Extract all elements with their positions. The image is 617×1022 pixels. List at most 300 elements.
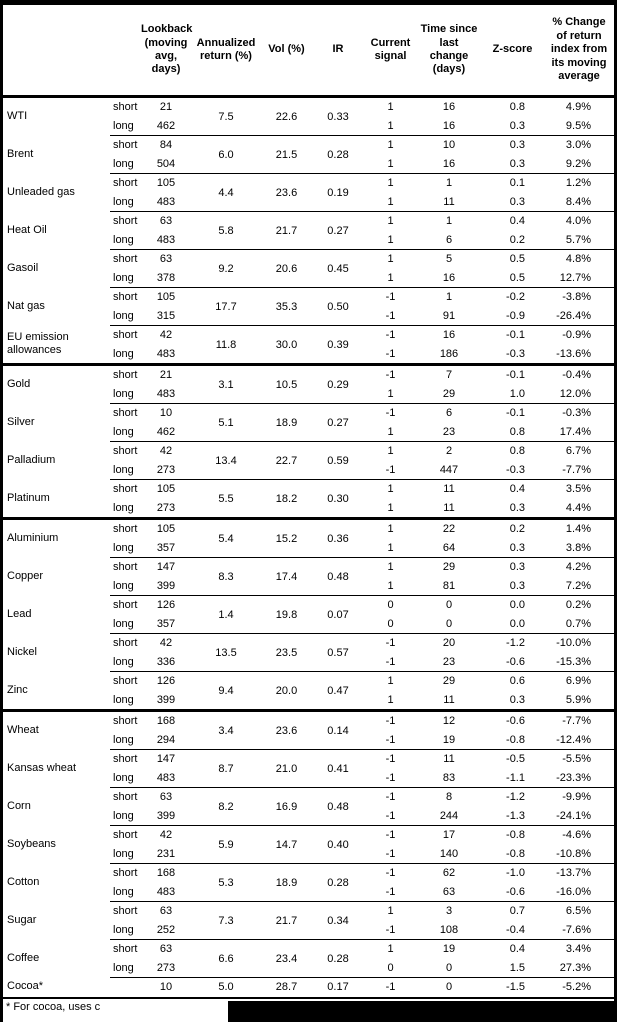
annualized-return-cell-value: 5.3 xyxy=(218,876,234,889)
lookback-cell xyxy=(140,712,192,749)
commodity-row-zinc xyxy=(3,671,614,709)
commodity-name: Zinc xyxy=(7,683,28,696)
horizon-cell-value: short xyxy=(113,407,138,419)
header-vol: Vol (%) xyxy=(268,43,305,56)
signal-cell-value: 1 xyxy=(387,579,394,592)
vol-cell-value: 21.0 xyxy=(275,762,298,775)
horizon-cell-value: long xyxy=(113,387,134,400)
z-score-cell xyxy=(480,404,545,441)
signal-cell-value: 1 xyxy=(387,253,394,265)
time-since-cell-value: 11 xyxy=(443,501,455,514)
commodity-data xyxy=(110,863,614,901)
vol-cell xyxy=(260,174,313,211)
horizon-cell-value: long xyxy=(113,425,134,438)
redaction-bar xyxy=(228,1001,614,1022)
commodity-row-eu-emission-allowances xyxy=(3,325,614,363)
time-since-cell-value: 7 xyxy=(445,369,453,381)
horizon-cell-value: long xyxy=(113,847,134,860)
signal-cell-value: 1 xyxy=(387,387,394,400)
pct-change-cell-value: -5.5% xyxy=(562,753,591,765)
ir-cell-value: 0.41 xyxy=(327,762,349,775)
pct-change-cell-value: 4.4% xyxy=(565,501,591,514)
pct-change-cell-value: -5.2% xyxy=(562,981,591,993)
signal-cell-value: 1 xyxy=(387,483,394,495)
commodity-data xyxy=(110,366,614,403)
z-score-cell-value: 0.5 xyxy=(509,271,525,284)
signal-cell xyxy=(363,596,418,633)
annualized-return-cell-value: 6.6 xyxy=(218,952,234,965)
vol-cell xyxy=(260,978,313,997)
time-since-cell-value: 16 xyxy=(442,271,456,284)
annualized-return-cell-value: 5.4 xyxy=(218,532,234,545)
ir-cell xyxy=(313,288,363,325)
ir-cell xyxy=(313,826,363,863)
ir-cell xyxy=(313,520,363,557)
lookback-cell xyxy=(140,672,192,709)
commodity-name: Silver xyxy=(7,415,35,428)
signal-cell-value: -1 xyxy=(385,369,396,381)
z-score-cell xyxy=(480,788,545,825)
signal-cell-value: 1 xyxy=(387,233,394,246)
annualized-return-cell-value: 1.4 xyxy=(218,608,234,621)
time-since-cell-value: 8 xyxy=(445,791,453,803)
vol-cell xyxy=(260,288,313,325)
lookback-cell-value: 63 xyxy=(159,253,173,265)
commodity-row-coffee xyxy=(3,939,614,977)
vol-cell-value: 18.2 xyxy=(275,492,298,505)
annualized-return-cell-value: 8.3 xyxy=(218,570,234,583)
commodity-data xyxy=(110,441,614,479)
pct-change-cell-value: 4.2% xyxy=(565,561,591,573)
signal-cell-value: -1 xyxy=(385,463,396,476)
time-since-cell-value: 16 xyxy=(442,157,456,170)
time-since-cell-value: 91 xyxy=(442,309,456,322)
commodity-data xyxy=(110,749,614,787)
z-score-cell-value: -0.4 xyxy=(506,923,525,936)
time-since-cell-value: 108 xyxy=(439,923,459,936)
horizon-cell-value: long xyxy=(113,309,134,322)
z-score-cell-value: 0.4 xyxy=(509,943,525,955)
horizon-cell-value: short xyxy=(113,561,138,573)
vol-cell xyxy=(260,250,313,287)
ir-cell-value: 0.47 xyxy=(327,684,349,697)
pct-change-cell xyxy=(545,596,613,633)
lookback-cell xyxy=(140,136,192,173)
vol-cell-value: 28.7 xyxy=(275,981,298,994)
footnote-text: * For cocoa, uses c xyxy=(6,1000,101,1013)
horizon-cell xyxy=(110,826,140,863)
lookback-cell-value: 273 xyxy=(156,463,176,476)
time-since-cell-value: 140 xyxy=(439,847,459,860)
z-score-cell-value: 0.3 xyxy=(509,693,525,706)
time-since-cell-value: 16 xyxy=(442,101,456,113)
lookback-cell-value: 21 xyxy=(159,369,173,381)
commodity-name: Sugar xyxy=(7,913,37,926)
time-since-cell-value: 12 xyxy=(442,715,456,727)
pct-change-cell xyxy=(545,98,613,135)
commodity-row-heat-oil xyxy=(3,211,614,249)
vol-cell xyxy=(260,826,313,863)
ir-cell xyxy=(313,750,363,787)
signal-cell-value: 1 xyxy=(387,943,394,955)
signal-cell xyxy=(363,442,418,479)
lookback-cell-value: 63 xyxy=(159,215,173,227)
horizon-cell-value: short xyxy=(113,291,138,303)
pct-change-cell-value: -4.6% xyxy=(562,829,591,841)
commodity-row-lead xyxy=(3,595,614,633)
time-since-cell-value: 0 xyxy=(445,617,453,630)
z-score-cell-value: 0.0 xyxy=(509,599,525,611)
ir-cell xyxy=(313,634,363,671)
commodity-name: Nickel xyxy=(7,645,37,658)
horizon-cell-value: long xyxy=(113,961,134,974)
lookback-cell-value: 105 xyxy=(156,483,176,495)
time-since-cell xyxy=(418,672,480,709)
annualized-return-cell xyxy=(192,672,260,709)
lookback-cell-value: 168 xyxy=(156,867,176,879)
commodity-name: Palladium xyxy=(7,453,56,466)
annualized-return-cell-value: 5.8 xyxy=(218,224,234,237)
time-since-cell-value: 17 xyxy=(442,829,456,841)
pct-change-cell xyxy=(545,442,613,479)
lookback-cell-value: 126 xyxy=(156,599,176,611)
commodity-name: Gasoil xyxy=(7,261,39,274)
ir-cell xyxy=(313,902,363,939)
commodity-row-soybeans xyxy=(3,825,614,863)
commodity-data xyxy=(110,249,614,287)
lookback-cell-value: 357 xyxy=(156,617,176,630)
time-since-cell-value: 244 xyxy=(439,809,459,822)
z-score-cell-value: 0.6 xyxy=(509,675,525,687)
ir-cell-value: 0.27 xyxy=(327,416,349,429)
time-since-cell-value: 5 xyxy=(445,253,453,265)
horizon-cell xyxy=(110,326,140,363)
signal-cell-value: -1 xyxy=(385,637,396,649)
time-since-cell-value: 6 xyxy=(445,407,453,419)
signal-cell-value: 1 xyxy=(387,905,394,917)
commodity-data xyxy=(110,633,614,671)
z-score-cell-value: -0.6 xyxy=(506,885,525,898)
horizon-cell xyxy=(110,940,140,977)
time-since-cell-value: 29 xyxy=(442,675,456,687)
commodity-row-aluminium xyxy=(3,520,614,557)
time-since-cell-value: 23 xyxy=(442,655,456,668)
signal-cell xyxy=(363,404,418,441)
z-score-cell xyxy=(480,940,545,977)
commodity-row-gasoil xyxy=(3,249,614,287)
z-score-cell-value: -1.2 xyxy=(506,637,525,649)
commodity-row-cocoa xyxy=(3,977,614,997)
commodity-row-corn xyxy=(3,787,614,825)
time-since-cell-value: 19 xyxy=(442,943,456,955)
pct-change-cell xyxy=(545,326,613,363)
commodity-data xyxy=(110,173,614,211)
horizon-cell-value: long xyxy=(113,233,134,246)
annualized-return-cell-value: 9.4 xyxy=(218,684,234,697)
pct-change-cell xyxy=(545,366,613,403)
commodity-row-cotton xyxy=(3,863,614,901)
annualized-return-cell-value: 7.3 xyxy=(218,914,234,927)
lookback-cell-value: 462 xyxy=(156,425,176,438)
signal-cell-value: -1 xyxy=(385,329,396,341)
lookback-cell-value: 273 xyxy=(156,961,176,974)
commodity-name: Nat gas xyxy=(7,299,45,312)
signal-cell-value: 1 xyxy=(387,675,394,687)
z-score-cell-value: 0.3 xyxy=(509,157,525,170)
commodity-row-wti xyxy=(3,98,614,135)
pct-change-cell xyxy=(545,212,613,249)
time-since-cell-value: 81 xyxy=(442,579,456,592)
annualized-return-cell xyxy=(192,634,260,671)
horizon-cell xyxy=(110,98,140,135)
ir-cell xyxy=(313,136,363,173)
horizon-cell-value: long xyxy=(113,463,134,476)
ir-cell xyxy=(313,98,363,135)
signal-cell xyxy=(363,788,418,825)
signal-cell-value: -1 xyxy=(385,885,396,898)
pct-change-cell xyxy=(545,712,613,749)
annualized-return-cell xyxy=(192,442,260,479)
horizon-cell-value: short xyxy=(113,329,138,341)
signal-cell-value: 0 xyxy=(387,961,394,974)
lookback-cell-value: 168 xyxy=(156,715,176,727)
pct-change-cell xyxy=(545,520,613,557)
pct-change-cell-value: -13.6% xyxy=(556,347,591,360)
z-score-cell-value: -0.8 xyxy=(506,829,525,841)
pct-change-cell xyxy=(545,864,613,901)
time-since-cell xyxy=(418,136,480,173)
vol-cell-value: 30.0 xyxy=(275,338,298,351)
horizon-cell-value: short xyxy=(113,253,138,265)
horizon-cell-value: short xyxy=(113,637,138,649)
vol-cell xyxy=(260,596,313,633)
horizon-cell xyxy=(110,404,140,441)
ir-cell-value: 0.57 xyxy=(327,646,349,659)
lookback-cell xyxy=(140,366,192,403)
lookback-cell xyxy=(140,520,192,557)
lookback-cell-value: 63 xyxy=(159,791,173,803)
ir-cell-value: 0.50 xyxy=(327,300,349,313)
z-score-cell xyxy=(480,902,545,939)
commodity-name: Wheat xyxy=(7,724,39,737)
commodity-row-nat-gas xyxy=(3,287,614,325)
lookback-cell xyxy=(140,940,192,977)
ir-cell xyxy=(313,864,363,901)
commodity-data xyxy=(110,671,614,709)
signal-cell-value: -1 xyxy=(385,715,396,727)
horizon-cell xyxy=(110,250,140,287)
pct-change-cell xyxy=(545,558,613,595)
lookback-cell-value: 147 xyxy=(156,753,176,765)
time-since-cell xyxy=(418,520,480,557)
commodity-name: Soybeans xyxy=(7,837,56,850)
pct-change-cell-value: -3.8% xyxy=(562,291,591,303)
horizon-cell xyxy=(110,750,140,787)
z-score-cell-value: -1.5 xyxy=(506,981,525,993)
time-since-cell-value: 20 xyxy=(442,637,456,649)
horizon-cell-value: short xyxy=(113,101,138,113)
horizon-cell xyxy=(110,366,140,403)
signal-cell xyxy=(363,750,418,787)
commodity-name: Heat Oil xyxy=(7,223,47,236)
annualized-return-cell-value: 13.5 xyxy=(215,646,237,659)
time-since-cell xyxy=(418,250,480,287)
ir-cell-value: 0.33 xyxy=(327,110,349,123)
z-score-cell-value: -1.0 xyxy=(506,867,525,879)
z-score-cell-value: -0.5 xyxy=(506,753,525,765)
annualized-return-cell xyxy=(192,520,260,557)
vol-cell xyxy=(260,520,313,557)
ir-cell xyxy=(313,788,363,825)
z-score-cell xyxy=(480,366,545,403)
signal-cell-value: -1 xyxy=(385,867,396,879)
time-since-cell-value: 11 xyxy=(443,483,455,495)
annualized-return-cell-value: 7.5 xyxy=(218,110,234,123)
commodity-name: Brent xyxy=(7,147,34,160)
ir-cell xyxy=(313,596,363,633)
ir-cell xyxy=(313,712,363,749)
horizon-cell xyxy=(110,442,140,479)
vol-cell-value: 17.4 xyxy=(275,570,298,583)
commodity-row-gold xyxy=(3,366,614,403)
lookback-cell xyxy=(140,404,192,441)
signal-cell-value: -1 xyxy=(385,407,396,419)
horizon-cell xyxy=(110,596,140,633)
signal-cell-value: 1 xyxy=(387,693,394,706)
commodity-name: Coffee xyxy=(7,951,40,964)
commodity-row-platinum xyxy=(3,479,614,517)
table-body xyxy=(3,98,614,997)
commodity-data xyxy=(110,479,614,517)
commodity-data xyxy=(110,520,614,557)
lookback-cell xyxy=(140,174,192,211)
annualized-return-cell xyxy=(192,136,260,173)
header-annualized-return: Annualized return (%) xyxy=(196,36,256,62)
vol-cell-value: 23.4 xyxy=(275,952,298,965)
z-score-cell xyxy=(480,520,545,557)
header-lookback: Lookback (moving avg, days) xyxy=(141,23,193,76)
lookback-cell-value: 336 xyxy=(156,655,176,668)
horizon-cell-value: long xyxy=(113,347,134,360)
vol-cell-value: 23.6 xyxy=(275,186,298,199)
z-score-cell xyxy=(480,326,545,363)
signal-cell-value: 0 xyxy=(387,599,394,611)
ir-cell xyxy=(313,174,363,211)
commodity-group-agriculture xyxy=(3,709,614,997)
time-since-cell-value: 16 xyxy=(442,329,456,341)
horizon-cell-value: short xyxy=(113,177,138,189)
vol-cell xyxy=(260,712,313,749)
pct-change-cell xyxy=(545,902,613,939)
ir-cell-value: 0.48 xyxy=(327,570,349,583)
commodity-data xyxy=(110,98,614,135)
lookback-cell-value: 483 xyxy=(156,771,176,784)
annualized-return-cell xyxy=(192,366,260,403)
signal-cell xyxy=(363,212,418,249)
commodity-name: Aluminium xyxy=(7,532,59,545)
lookback-cell-value: 399 xyxy=(156,579,176,592)
time-since-cell-value: 62 xyxy=(442,867,456,879)
horizon-cell xyxy=(110,672,140,709)
lookback-cell-value: 252 xyxy=(156,923,176,936)
z-score-cell xyxy=(480,250,545,287)
annualized-return-cell xyxy=(192,326,260,363)
horizon-cell-value: short xyxy=(113,943,138,955)
z-score-cell xyxy=(480,288,545,325)
z-score-cell-value: 0.3 xyxy=(509,579,525,592)
z-score-cell-value: 0.2 xyxy=(509,233,525,246)
vol-cell-value: 22.6 xyxy=(275,110,298,123)
signal-cell-value: -1 xyxy=(385,771,396,784)
vol-cell xyxy=(260,750,313,787)
time-since-cell xyxy=(418,596,480,633)
pct-change-cell-value: 4.9% xyxy=(565,101,591,113)
signal-cell xyxy=(363,902,418,939)
signal-cell-value: 1 xyxy=(387,425,394,438)
z-score-cell-value: 0.2 xyxy=(509,523,525,535)
horizon-cell-value: short xyxy=(113,753,138,765)
lookback-cell-value: 231 xyxy=(156,847,176,860)
vol-cell-value: 22.7 xyxy=(275,454,298,467)
commodity-group-energy xyxy=(3,98,614,363)
horizon-cell xyxy=(110,174,140,211)
pct-change-cell xyxy=(545,940,613,977)
commodity-data xyxy=(110,325,614,363)
horizon-cell xyxy=(110,864,140,901)
horizon-cell-value: long xyxy=(113,157,134,170)
vol-cell-value: 10.5 xyxy=(275,378,298,391)
z-score-cell-value: -1.1 xyxy=(506,771,525,784)
lookback-cell-value: 399 xyxy=(156,693,176,706)
lookback-cell-value: 273 xyxy=(156,501,176,514)
commodity-name: WTI xyxy=(7,110,28,123)
time-since-cell xyxy=(418,174,480,211)
lookback-cell-value: 483 xyxy=(156,233,176,246)
vol-cell-value: 21.7 xyxy=(275,914,298,927)
lookback-cell xyxy=(140,212,192,249)
pct-change-cell-value: 6.5% xyxy=(565,905,591,917)
signal-cell-value: 1 xyxy=(387,523,394,535)
z-score-cell-value: -0.8 xyxy=(506,847,525,860)
annualized-return-cell-value: 11.8 xyxy=(215,338,237,351)
time-since-cell-value: 0 xyxy=(445,599,453,611)
signal-cell xyxy=(363,558,418,595)
z-score-cell xyxy=(480,174,545,211)
annualized-return-cell xyxy=(192,596,260,633)
time-since-cell-value: 6 xyxy=(445,233,453,246)
time-since-cell xyxy=(418,288,480,325)
horizon-cell xyxy=(110,902,140,939)
horizon-cell-value: long xyxy=(113,885,134,898)
annualized-return-cell-value: 5.1 xyxy=(218,416,234,429)
z-score-cell-value: -0.9 xyxy=(506,309,525,322)
pct-change-cell xyxy=(545,404,613,441)
lookback-cell-value: 483 xyxy=(156,347,176,360)
annualized-return-cell-value: 17.7 xyxy=(215,300,237,313)
commodity-data xyxy=(110,135,614,173)
pct-change-cell-value: -9.9% xyxy=(562,791,591,803)
vol-cell xyxy=(260,442,313,479)
ir-cell xyxy=(313,366,363,403)
lookback-cell xyxy=(140,250,192,287)
lookback-cell-value: 504 xyxy=(156,157,176,170)
pct-change-cell-value: 5.9% xyxy=(565,693,591,706)
horizon-cell-value: short xyxy=(113,139,138,151)
ir-cell-value: 0.28 xyxy=(327,148,349,161)
commodity-group-precious-metals xyxy=(3,363,614,517)
time-since-cell-value: 29 xyxy=(442,561,456,573)
ir-cell xyxy=(313,212,363,249)
